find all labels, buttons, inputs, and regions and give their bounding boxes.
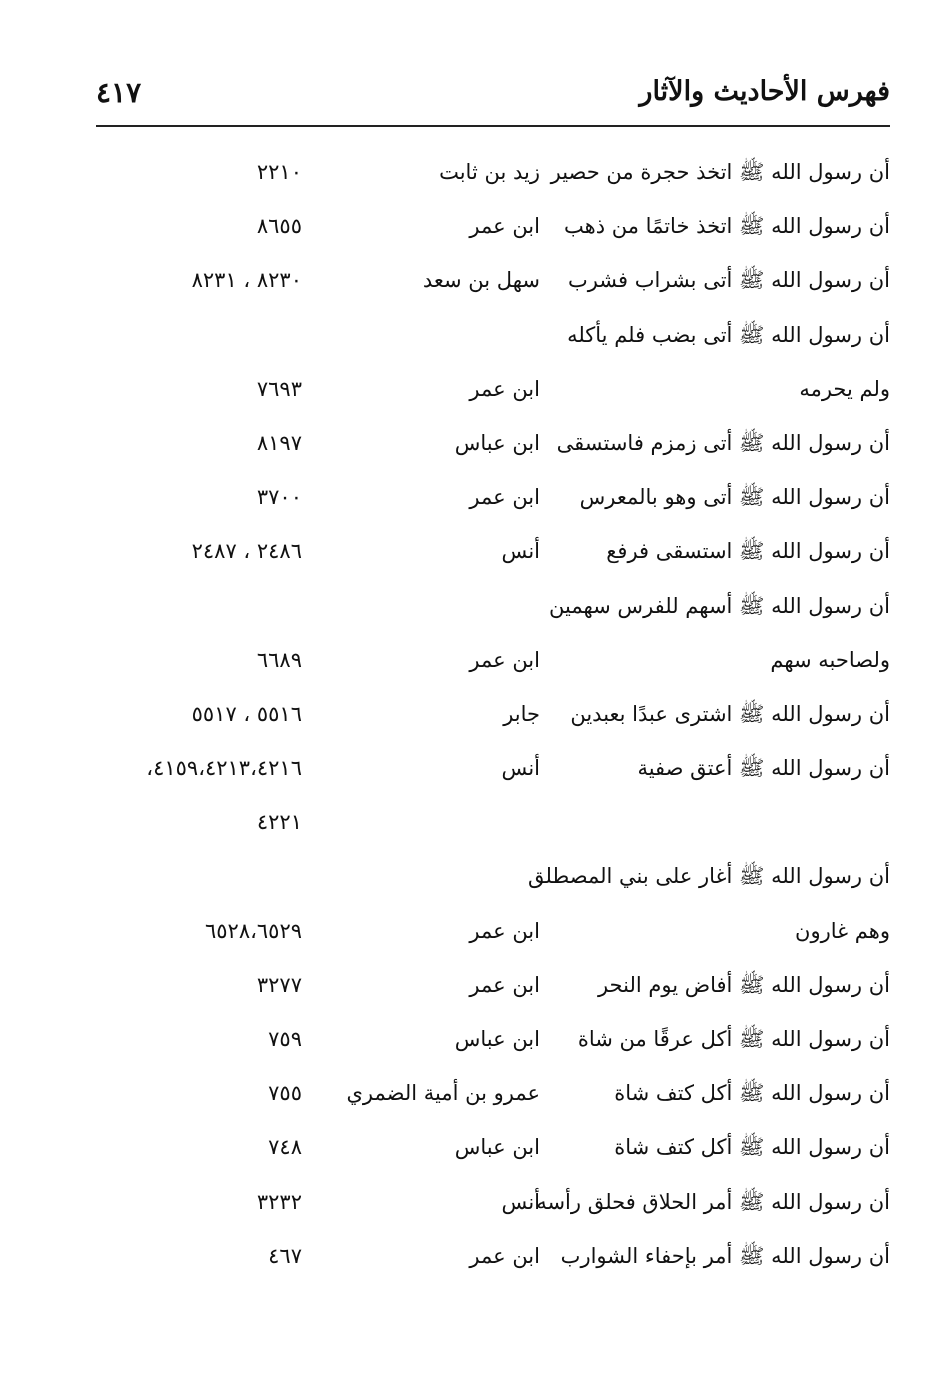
hadith-numbers: ٣٢٣٢ [256, 1189, 302, 1214]
hadith-text: أن رسول الله ﷺ أسهم للفرس سهمين [549, 593, 890, 618]
index-entry [96, 904, 890, 958]
index-entry [96, 741, 890, 795]
narrator-name: ابن عمر [469, 1243, 540, 1268]
narrator-name: أنس [501, 1189, 540, 1214]
hadith-text: أن رسول الله ﷺ استسقى فرفع [606, 539, 890, 564]
narrator-name: أنس [501, 756, 540, 781]
hadith-numbers: ٢٤٨٦ ، ٢٤٨٧ [191, 539, 302, 564]
hadith-text: أن رسول الله ﷺ أتى بشراب فشرب [567, 268, 890, 293]
hadith-numbers: ٥٥١٦ ، ٥٥١٧ [191, 701, 302, 726]
narrator-name: زيد بن ثابت [439, 160, 540, 184]
index-entry [96, 145, 890, 199]
hadith-numbers: ٧٥٩ [268, 1027, 302, 1051]
hadith-numbers: ٦٥٢٨،٦٥٢٩ [204, 918, 302, 943]
hadith-text: أن رسول الله ﷺ أمر بإحفاء الشوارب [560, 1243, 890, 1268]
hadith-text: وهم غارون [795, 918, 890, 943]
index-entry [96, 362, 890, 416]
hadith-text: أن رسول الله ﷺ أكل كتف شاة [614, 1135, 890, 1160]
hadith-text: أن رسول الله ﷺ أغار على بني المصطلق [528, 864, 890, 889]
hadith-numbers: ٣٧٠٠ [256, 485, 302, 510]
hadith-numbers: ٧٦٩٣ [256, 376, 302, 401]
hadith-text: أن رسول الله ﷺ أعتق صفية [637, 756, 890, 781]
index-entry [96, 416, 890, 470]
hadith-index-list [96, 145, 890, 1283]
header-rule [96, 125, 890, 127]
narrator-name: ابن عمر [469, 918, 540, 943]
hadith-numbers: ٨٢٣٠ ، ٨٢٣١ [191, 268, 302, 293]
index-entry [96, 579, 890, 633]
index-entry [96, 199, 890, 253]
index-entry [96, 633, 890, 687]
hadith-numbers: ٧٤٨ [268, 1135, 302, 1160]
index-entry [96, 958, 890, 1012]
index-entry [96, 1066, 890, 1120]
narrator-name: جابر [503, 701, 540, 726]
index-entry [96, 308, 890, 362]
hadith-text: أن رسول الله ﷺ أتى زمزم فاستسقى [556, 430, 890, 455]
page-header [96, 70, 890, 120]
index-entry [96, 1120, 890, 1174]
page-number: ٤١٧ [96, 76, 142, 109]
hadith-text: أن رسول الله ﷺ اتخذ خاتمًا من ذهب [564, 214, 890, 239]
narrator-name: ابن عباس [454, 1135, 540, 1160]
index-entry [96, 253, 890, 307]
hadith-numbers: ٦٦٨٩ [256, 647, 302, 672]
narrator-name: عمرو بن أمية الضمري [346, 1081, 540, 1106]
hadith-text: أن رسول الله ﷺ اتخذ حجرة من حصير [550, 160, 890, 184]
hadith-numbers: ٤٢٢١ [256, 810, 302, 835]
index-entry [96, 470, 890, 524]
hadith-numbers: ٤١٥٩،٤٢١٣،٤٢١٦، [146, 756, 302, 781]
hadith-numbers: ٣٢٧٧ [256, 972, 302, 997]
hadith-text: ولم يحرمه [799, 376, 890, 401]
hadith-text: أن رسول الله ﷺ أكل عرقًا من شاة [577, 1027, 890, 1051]
hadith-text: أن رسول الله ﷺ اشترى عبدًا بعبدين [570, 701, 890, 726]
narrator-name: ابن عمر [469, 972, 540, 997]
hadith-numbers: ٨١٩٧ [256, 430, 302, 455]
index-entry [96, 1229, 890, 1283]
hadith-numbers: ٨٦٥٥ [256, 214, 302, 239]
narrator-name: أنس [501, 539, 540, 564]
narrator-name: سهل بن سعد [422, 268, 540, 293]
narrator-name: ابن عمر [469, 485, 540, 510]
hadith-text: ولصاحبه سهم [770, 647, 890, 672]
narrator-name: ابن عمر [469, 376, 540, 401]
index-entry [96, 524, 890, 578]
index-entry [96, 849, 890, 903]
hadith-numbers: ٤٦٧ [268, 1243, 302, 1268]
hadith-text: أن رسول الله ﷺ أفاض يوم النحر [597, 972, 890, 997]
narrator-name: ابن عباس [454, 430, 540, 455]
index-entry [96, 1175, 890, 1229]
hadith-numbers: ٢٢١٠ [256, 160, 302, 184]
index-entry [96, 795, 890, 849]
hadith-text: أن رسول الله ﷺ أمر الحلاق فحلق رأسه [536, 1189, 890, 1214]
hadith-text: أن رسول الله ﷺ أكل كتف شاة [614, 1081, 890, 1106]
index-entry [96, 687, 890, 741]
page-title: فهرس الأحاديث والآثار [639, 76, 890, 107]
narrator-name: ابن عباس [454, 1027, 540, 1051]
narrator-name: ابن عمر [469, 647, 540, 672]
hadith-text: أن رسول الله ﷺ أتى بضب فلم يأكله [567, 322, 890, 347]
hadith-numbers: ٧٥٥ [268, 1081, 302, 1106]
hadith-text: أن رسول الله ﷺ أتى وهو بالمعرس [579, 485, 890, 510]
narrator-name: ابن عمر [469, 214, 540, 239]
index-entry [96, 1012, 890, 1066]
